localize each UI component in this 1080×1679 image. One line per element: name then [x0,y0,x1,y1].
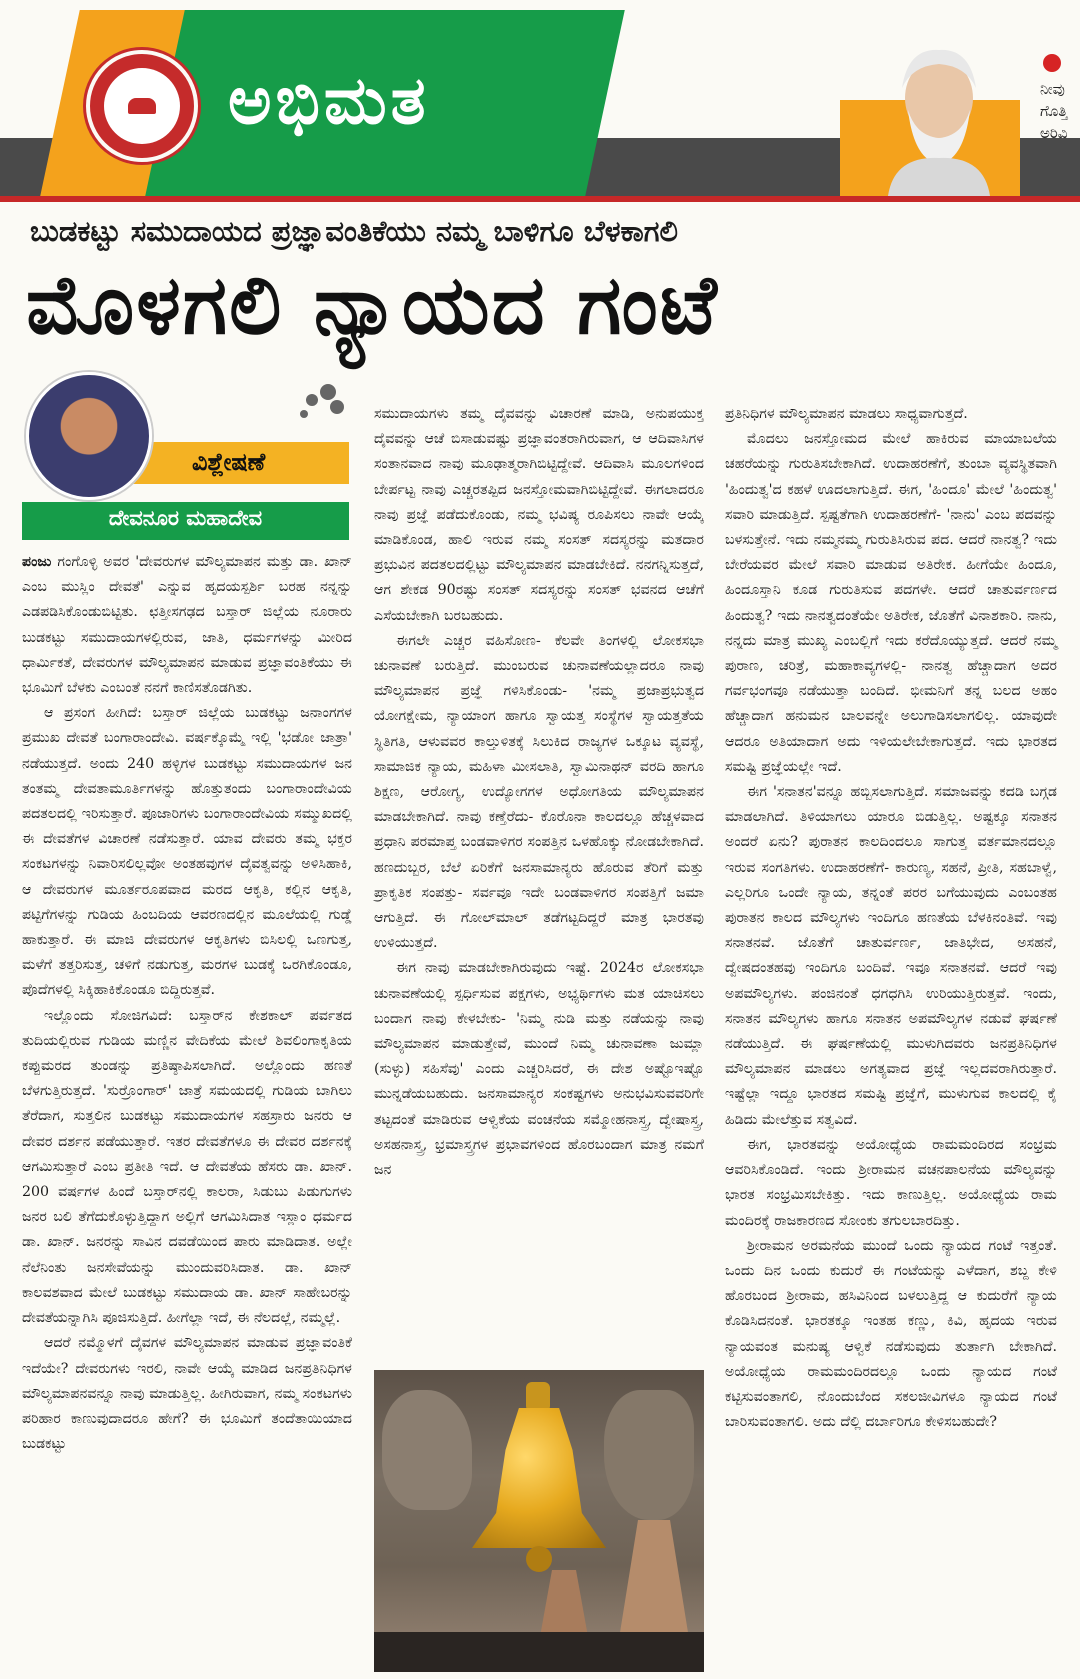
paragraph: ಸಮುದಾಯಗಳು ತಮ್ಮ ದೈವವನ್ನು ವಿಚಾರಣೆ ಮಾಡಿ, ಅನುಪಯುಕ್ತ ದೈವವನ್ನು ಆಚೆ ಬಿಸಾಡುವಷ್ಟು ಪ್ರಜ್ಞಾವಂತರಾಗಿರುವಾಗ, ಆ ಆದಿವಾಸಿಗಳ ಸಂತಾನವಾದ ನಾವು ಮೂಢಾತ್ಮರಾಗಿಬಿಟ್ಟಿದ್ದೇವೆ. ಆದಿವಾಸಿ ಮೂಲಗಳಿಂದ ಬೇರ್ಪಟ್ಟ ನಾವು ಎಚ್ಚರತಪ್ಪಿದ ಜನಸ್ತೋಮವಾಗಿಬಿಟ್ಟಿದ್ದೇವೆ. ಈಗಲಾದರೂ ನಾವು ಪ್ರಜ್ಞೆ ಪಡೆದುಕೊಂಡು, ನಮ್ಮ ಭವಿಷ್ಯ ರೂಪಿಸಲು ನಾವೇ ಆಯ್ಕೆ ಮಾಡಿಕೊಂಡ, ಹಾಲಿ ಇರುವ ನಮ್ಮ ಸಂಸತ್ ಸದಸ್ಯರನ್ನು ಮತದಾರ ಪ್ರಭುವಿನ ಪದತಲದಲ್ಲಿಟ್ಟು ಮೌಲ್ಯಮಾಪನ ಮಾಡಬೇಕಿದೆ. ನನಗನ್ನಿಸುತ್ತದೆ, ಆಗ ಶೇಕಡ 90ರಷ್ಟು ಸಂಸತ್ ಸದಸ್ಯರನ್ನು ಸಂಸತ್ ಭವನದ ಆಚೆಗೆ ಎಸೆಯಬೇಕಾಗಿ ಬರಬಹುದು. [374,406,704,624]
category-label: ವಿಶ್ಲೇಷಣೆ [192,448,266,476]
paragraph: ಶ್ರೀರಾಮನ ಅರಮನೆಯ ಮುಂದೆ ಒಂದು ನ್ಯಾಯದ ಗಂಟೆ ಇತ್ತಂತೆ. ಒಂದು ದಿನ ಒಂದು ಕುದುರೆ ಈ ಗಂಟೆಯನ್ನು ಎಳೆದಾಗ, ಶಬ್ದ ಕೇಳಿ ಹೊರಬಂದ ಶ್ರೀರಾಮ, ಹಸಿವಿನಿಂದ ಬಳಲುತ್ತಿದ್ದ ಆ ಕುದುರೆಗೆ ನ್ಯಾಯ ಕೊಡಿಸಿದನಂತೆ. ಭಾರತಕ್ಕೂ ಇಂತಹ ಕಣ್ಣು, ಕಿವಿ, ಹೃದಯ ಇರುವ ನ್ಯಾಯವಂತ ಮನುಷ್ಯ ಆಳ್ವಿಕೆ ನಡೆಸುವುದು ತುರ್ತಾಗಿ ಬೇಕಾಗಿದೆ. ಅಯೋಧ್ಯೆಯ ರಾಮಮಂದಿರದಲ್ಲೂ ಒಂದು ನ್ಯಾಯದ ಗಂಟೆ ಕಟ್ಟಿಸುವಂತಾಗಲಿ, ನೊಂದುಬೆಂದ ಸಕಲಜೀವಿಗಳೂ ನ್ಯಾಯದ ಗಂಟೆ ಬಾರಿಸುವಂತಾಗಲಿ. ಅದು ದೆಲ್ಲಿ ದರ್ಬಾರಿಗೂ ಕೇಳಿಸಬಹುದೇ? [725,1237,1057,1431]
paragraph [22,550,352,701]
byline-block [22,372,349,544]
section-banner [0,0,1080,200]
emblem-animal-icon [128,98,156,114]
paragraph: ಈಗ ನಾವು ಮಾಡಬೇಕಾಗಿರುವುದು ಇಷ್ಟೆ. 2024ರ ಲೋಕಸಭಾ ಚುನಾವಣೆಯಲ್ಲಿ ಸ್ಪರ್ಧಿಸುವ ಪಕ್ಷಗಳು, ಅಭ್ಯರ್ಥಿಗಳು ಮತ ಯಾಚಿಸಲು ಬಂದಾಗ ನಾವು ಕೇಳಬೇಕು- 'ನಿಮ್ಮ ನುಡಿ ಮತ್ತು ನಡೆಯನ್ನು ನಾವು ಮೌಲ್ಯಮಾಪನ ಮಾಡುತ್ತೇವೆ, ಮುಂದೆ ನಿಮ್ಮ ಚುನಾವಣಾ ಜುಮ್ಲಾ (ಸುಳ್ಳು) ಸಹಿಸೆವು' ಎಂದು ಎಚ್ಚರಿಸಿದರೆ, ಈ ದೇಶ ಅಷ್ಟೊಇಷ್ಟೊ ಮುನ್ನಡೆಯಬಹುದು. ಜನಸಾಮಾನ್ಯರ ಸಂಕಷ್ಟಗಳು ಅನುಭವಿಸುವವರಿಗೇ ತಟ್ಟದಂತೆ ಮಾಡಿರುವ ಆಳ್ವಿಕೆಯ ವಂಚನೆಯ ಸಮ್ಮೋಹನಾಸ್ತ್ರ, ದ್ವೇಷಾಸ್ತ್ರ, ಅಸಹನಾಸ್ತ್ರ, ಭ್ರಮಾಸ್ತ್ರಗಳ ಪ್ರಭಾವಗಳಿಂದ ಹೊರಬಂದಾಗ ಮಾತ್ರ ನಮಗೆ ಜನ [374,960,704,1179]
article-column-2 [374,402,704,1183]
article-headline: ಮೊಳಗಲಿ ನ್ಯಾಯದ ಗಂಟೆ [26,258,719,353]
section-title: ಅಭಿಮತ [228,62,430,139]
author-photo [26,372,152,500]
side-teaser-line: ಗೊತ್ತಿ [1040,102,1068,120]
paragraph: ಈಗಲೇ ಎಚ್ಚರ ವಹಿಸೋಣ- ಕೆಲವೇ ತಿಂಗಳಲ್ಲಿ ಲೋಕಸಭಾ ಚುನಾವಣೆ ಬರುತ್ತಿದೆ. ಮುಂಬರುವ ಚುನಾವಣೆಯಲ್ಲಾದರೂ ನಾವು ಮೌಲ್ಯಮಾಪನ ಪ್ರಜ್ಞೆ ಗಳಿಸಿಕೊಂಡು- 'ನಮ್ಮ ಪ್ರಜಾಪ್ರಭುತ್ವದ ಯೋಗಕ್ಷೇಮ, ನ್ಯಾಯಾಂಗ ಹಾಗೂ ಸ್ವಾಯತ್ತ ಸಂಸ್ಥೆಗಳ ಸ್ವಾಯತ್ತತೆಯ ಸ್ಥಿತಿಗತಿ, ಆಳುವವರ ಕಾಲ್ತುಳಿತಕ್ಕೆ ಸಿಲುಕಿದ ರಾಜ್ಯಗಳ ಒಕ್ಕೂಟ ವ್ಯವಸ್ಥೆ, ಸಾಮಾಜಿಕ ನ್ಯಾಯ, ಮಹಿಳಾ ಮೀಸಲಾತಿ, ಸ್ವಾಮಿನಾಥನ್ ವರದಿ ಹಾಗೂ ಶಿಕ್ಷಣ, ಆರೋಗ್ಯ, ಉದ್ಯೋಗಗಳ ಅಧೋಗತಿಯ ಮೌಲ್ಯಮಾಪನ ಮಾಡಬೇಕಾಗಿದೆ. ನಾವು ಕಣ್ತೆರೆದು- ಕೊರೊನಾ ಕಾಲದಲ್ಲೂ ಹೆಚ್ಚಳವಾದ ಪ್ರಧಾನಿ ಪರಮಾಪ್ತ ಬಂಡವಾಳಿಗರ ಸಂಪತ್ತಿನ ಒಳಹೊಕ್ಕು ನೋಡಬೇಕಾಗಿದೆ. ಹಣದುಬ್ಬರ, ಬೆಲೆ ಏರಿಕೆಗೆ ಜನಸಾಮಾನ್ಯರು ಹೊರುವ ತೆರಿಗೆ ಮತ್ತು ಪ್ರಾಕೃತಿಕ ಸಂಪತ್ತು- ಸರ್ವವೂ ಇದೇ ಬಂಡವಾಳಿಗರ ಸಂಪತ್ತಿಗೆ ಜಮಾ ಆಗುತ್ತಿದೆ. ಈ ಗೋಲ್‌ಮಾಲ್ ತಡೆಗಟ್ಟದಿದ್ದರೆ ಮಾತ್ರ ಭಾರತವು ಉಳಿಯುತ್ತದೆ. [374,632,704,952]
carved-stone [604,1390,694,1520]
paragraph: ಆ ಪ್ರಸಂಗ ಹೀಗಿದೆ: ಬಸ್ತಾರ್ ಜಿಲ್ಲೆಯ ಬುಡಕಟ್ಟು ಜನಾಂಗಗಳ ಪ್ರಮುಖ ದೇವತೆ ಬಂಗಾರಾಂದೇವಿ. ವರ್ಷಕ್ಕೊಮ್ಮೆ ಇಲ್ಲಿ 'ಭಡೋ ಜಾತ್ರಾ' ನಡೆಯುತ್ತದೆ. ಅಂದು 240 ಹಳ್ಳಿಗಳ ಬುಡಕಟ್ಟು ಸಮುದಾಯಗಳ ಜನ ತಂತಮ್ಮ ದೇವತಾಮೂರ್ತಿಗಳನ್ನು ಹೊತ್ತುತಂದು ಬಂಗಾರಾಂದೇವಿಯ ಪದತಲದಲ್ಲಿ ಇರಿಸುತ್ತಾರೆ. ಪೂಜಾರಿಗಳು ಬಂಗಾರಾಂದೇವಿಯ ಸಮ್ಮುಖದಲ್ಲಿ ಈ ದೇವತೆಗಳ ವಿಚಾರಣೆ ನಡೆಸುತ್ತಾರೆ. ಯಾವ ದೇವರು ತಮ್ಮ ಭಕ್ತರ ಸಂಕಟಗಳನ್ನು ನಿವಾರಿಸಲಿಲ್ಲವೋ ಅಂತಹವುಗಳ ದೈವತ್ವವನ್ನು ಅಳಿಸಿಹಾಕಿ, ಆ ದೇವರುಗಳ ಮೂರ್ತರೂಪವಾದ ಮರದ ಆಕೃತಿ, ಕಲ್ಲಿನ ಆಕೃತಿ, ಪಟ್ಟಿಗೆಗಳನ್ನು ಗುಡಿಯ ಹಿಂಬದಿಯ ಆವರಣದಲ್ಲಿನ ಮೂಲೆಯಲ್ಲಿ ಗುಡ್ಡೆ ಹಾಕುತ್ತಾರೆ. ಈ ಮಾಜಿ ದೇವರುಗಳ ಆಕೃತಿಗಳು ಬಿಸಿಲಲ್ಲಿ ಒಣಗುತ್ತ, ಮಳೆಗೆ ತತ್ತರಿಸುತ್ತ, ಚಳಿಗೆ ನಡುಗುತ್ತ, ಮರಗಳ ಬುಡಕ್ಕೆ ಒರಗಿಕೊಂಡೂ, ಪೊದೆಗಳಲ್ಲಿ ಸಿಕ್ಕಿಹಾಕಿಕೊಂಡೂ ಬಿದ್ದಿರುತ್ತವೆ. [22,705,352,999]
lead-word: ಪಂಜು [22,554,52,570]
emblem-logo [86,50,198,162]
paragraph-text: ಗಂಗೊಳ್ಳಿ ಅವರ 'ದೇವರುಗಳ ಮೌಲ್ಯಮಾಪನ ಮತ್ತು ಡಾ. ಖಾನ್ ಎಂಬ ಮುಸ್ಲಿಂ ದೇವತೆ' ಎನ್ನುವ ಹೃದಯಸ್ಪರ್ಶಿ ಬರಹ ನನ್ನನ್ನು ಎಡಪಡಿಸಿಕೊಂಡುಬಿಟ್ಟಿತು. ಛತ್ತೀಸಗಢದ ಬಸ್ತಾರ್ ಜಿಲ್ಲೆಯ ನೂರಾರು ಬುಡಕಟ್ಟು ಸಮುದಾಯಗಳಲ್ಲಿರುವ, ಜಾತಿ, ಧರ್ಮಗಳನ್ನು ಮೀರಿದ ಧಾರ್ಮಿಕತೆ, ದೇವರುಗಳ ಮೌಲ್ಯಮಾಪನ ಮಾಡುವ ಪ್ರಜ್ಞಾವಂತಿಕೆಯು ಈ ಭೂಮಿಗೆ ಬೆಳಕು ಎಂಬಂತೆ ನನಗೆ ಕಾಣಿಸತೊಡಗಿತು. [22,554,352,697]
bell-clapper [526,1546,552,1572]
author-name: ದೇವನೂರ ಮಹಾದೇವ [108,506,263,530]
paragraph: ಮೊದಲು ಜನಸ್ತೋಮದ ಮೇಲೆ ಹಾಕಿರುವ ಮಾಯಾಬಲೆಯ ಚಹರೆಯನ್ನು ಗುರುತಿಸಬೇಕಾಗಿದೆ. ಉದಾಹರಣೆಗೆ, ತುಂಬಾ ವ್ಯವಸ್ಥಿತವಾಗಿ 'ಹಿಂದುತ್ವ'ದ ಕಹಳೆ ಊದಲಾಗುತ್ತಿದೆ. ಈಗ, 'ಹಿಂದೂ' ಮೇಲೆ 'ಹಿಂದುತ್ವ' ಸವಾರಿ ಮಾಡುತ್ತಿದೆ. ಸ್ಪಷ್ಟತೆಗಾಗಿ ಉದಾಹರಣೆಗೆ- 'ನಾನು' ಎಂಬ ಪದವನ್ನು ಬಳಸುತ್ತೇನೆ. ಇದು ನಮ್ಮನಮ್ಮ ಗುರುತಿಸಿರುವ ಪದ. ಆದರೆ ನಾನತ್ವ? ಇದು ಬೇರೆಯವರ ಮೇಲೆ ಸವಾರಿ ಮಾಡುವ ಅತಿರೇಕ. ಹೀಗೆಯೇ ಹಿಂದೂ, ಹಿಂದೂಸ್ತಾನಿ ಕೂಡ ಗುರುತಿಸುವ ಪದಗಳೇ. ಆದರೆ ಚಾತುರ್ವರ್ಣದ ಹಿಂದುತ್ವ? ಇದು ನಾನತ್ವದಂತೆಯೇ ಅತಿರೇಕ, ಜೊತೆಗೆ ವಿನಾಶಕಾರಿ. ನಾನು, ನನ್ನದು ಮಾತ್ರ ಮುಖ್ಯ ಎಂಬಲ್ಲಿಗೆ ಇದು ಕರೆದೊಯ್ಯುತ್ತದೆ. ಆದರೆ ನಮ್ಮ ಪುರಾಣ, ಚರಿತ್ರೆ, ಮಹಾಕಾವ್ಯಗಳಲ್ಲಿ- ನಾನತ್ವ ಹೆಚ್ಚಾದಾಗ ಅದರ ಗರ್ವಭಂಗವೂ ನಡೆಯುತ್ತಾ ಬಂದಿದೆ. ಭೀಮನಿಗೆ ತನ್ನ ಬಲದ ಅಹಂ ಹೆಚ್ಚಾದಾಗ ಹನುಮನ ಬಾಲವನ್ನೇ ಅಲುಗಾಡಿಸಲಾಗಲಿಲ್ಲ. ಯಾವುದೇ ಆದರೂ ಅತಿಯಾದಾಗ ಅದು ಇಳಿಯಲೇಬೇಕಾಗುತ್ತದೆ. ಇದು ಭಾರತದ ಸಮಷ್ಟಿ ಪ್ರಜ್ಞೆಯಲ್ಲೇ ಇದೆ. [725,431,1057,775]
bell-photo [374,1370,704,1672]
paragraph: ಇಲ್ಲೊಂದು ಸೋಜಿಗವಿದೆ: ಬಸ್ತಾರ್‌ನ ಕೇಶಕಾಲ್ ಪರ್ವತದ ತುದಿಯಲ್ಲಿರುವ ಗುಡಿಯ ಮಣ್ಣಿನ ವೇದಿಕೆಯ ಮೇಲೆ ಶಿವಲಿಂಗಾಕೃತಿಯ ಕಪ್ಪುಮರದ ತುಂಡನ್ನು ಪ್ರತಿಷ್ಠಾಪಿಸಲಾಗಿದೆ. ಅಲ್ಲೊಂದು ಹಣತೆ ಬೆಳಗುತ್ತಿರುತ್ತದೆ. 'ಸುರ್ರೊಂಗಾರ್' ಜಾತ್ರೆ ಸಮಯದಲ್ಲಿ ಗುಡಿಯ ಬಾಗಿಲು ತೆರೆದಾಗ, ಸುತ್ತಲಿನ ಬುಡಕಟ್ಟು ಸಮುದಾಯಗಳ ಸಹಸ್ರಾರು ಜನರು ಆ ದೇವರ ದರ್ಶನ ಪಡೆಯುತ್ತಾರೆ. ಇತರ ದೇವತೆಗಳೂ ಈ ದೇವರ ದರ್ಶನಕ್ಕೆ ಆಗಮಿಸುತ್ತಾರೆ ಎಂಬ ಪ್ರತೀತಿ ಇದೆ. ಆ ದೇವತೆಯ ಹೆಸರು ಡಾ. ಖಾನ್. 200 ವರ್ಷಗಳ ಹಿಂದೆ ಬಸ್ತಾರ್‌ನಲ್ಲಿ ಕಾಲರಾ, ಸಿಡುಬು ಪಿಡುಗುಗಳು ಜನರ ಬಲಿ ತೆಗೆದುಕೊಳ್ಳುತ್ತಿದ್ದಾಗ ಅಲ್ಲಿಗೆ ಆಗಮಿಸಿದಾತ ಇಸ್ಲಾಂ ಧರ್ಮದ ಡಾ. ಖಾನ್. ಜನರನ್ನು ಸಾವಿನ ದವಡೆಯಿಂದ ಪಾರು ಮಾಡಿದಾತ. ಅಲ್ಲೇ ನೆಲೆನಿಂತು ಜನಸೇವೆಯನ್ನು ಮುಂದುವರಿಸಿದಾತ. ಡಾ. ಖಾನ್ ಕಾಲವಶವಾದ ಮೇಲೆ ಬುಡಕಟ್ಟು ಸಮುದಾಯ ಡಾ. ಖಾನ್ ಸಾಹೇಬರನ್ನು ದೇವತೆಯನ್ನಾಗಿಸಿ ಪೂಜಿಸುತ್ತಿದೆ. ಹೀಗೆಲ್ಲಾ ಇದೆ, ಈ ನೆಲದಲ್ಲೆ, ನಮ್ಮಲ್ಲೆ. [22,1007,352,1327]
bell-icon [472,1408,606,1548]
article-column-1 [22,550,352,1457]
decorative-dots-icon [300,382,348,418]
emblem-logo-inner [104,68,180,144]
article-kicker: ಬುಡಕಟ್ಟು ಸಮುದಾಯದ ಪ್ರಜ್ಞಾವಂತಿಕೆಯು ನಮ್ಮ ಬಾಳಿಗೂ ಬೆಳಕಾಗಲಿ [30,214,678,248]
article-column-3 [725,402,1057,1435]
crowd-silhouette [374,1632,704,1672]
portrait-icon [878,40,1000,196]
carved-stone [382,1390,472,1510]
paragraph: ಈಗ, ಭಾರತವನ್ನು ಅಯೋಧ್ಯೆಯ ರಾಮಮಂದಿರದ ಸಂಭ್ರಮ ಆವರಿಸಿಕೊಂಡಿದೆ. ಇಂದು ಶ್ರೀರಾಮನ ವಚನಪಾಲನೆಯ ಮೌಲ್ಯವನ್ನು ಭಾರತ ಸಂಭ್ರಮಿಸಬೇಕಿತ್ತು. ಇದು ಕಾಣುತ್ತಿಲ್ಲ. ಅಯೋಧ್ಯೆಯ ರಾಮ ಮಂದಿರಕ್ಕೆ ರಾಜಕಾರಣದ ಸೋಂಕು ತಗುಲಬಾರದಿತ್ತು. [725,1136,1057,1229]
paragraph: ಈಗ 'ಸನಾತನ'ವನ್ನೂ ಹಬ್ಬಿಸಲಾಗುತ್ತಿದೆ. ಸಮಾಜವನ್ನು ಕದಡಿ ಬಗ್ಗಡ ಮಾಡಲಾಗಿದೆ. ತಿಳಿಯಾಗಲು ಯಾರೂ ಬಿಡುತ್ತಿಲ್ಲ. ಅಷ್ಟಕ್ಕೂ ಸನಾತನ ಅಂದರೆ ಏನು? ಪುರಾತನ ಕಾಲದಿಂದಲೂ ಸಾಗುತ್ತ ವರ್ತಮಾನದಲ್ಲೂ ಇರುವ ಸಂಗತಿಗಳು. ಉದಾಹರಣೆಗೆ- ಕಾರುಣ್ಯ, ಸಹನೆ, ಪ್ರೀತಿ, ಸಹಬಾಳ್ವೆ, ಎಲ್ಲರಿಗೂ ಒಂದೇ ನ್ಯಾಯ, ತನ್ನಂತೆ ಪರರ ಬಗೆಯುವುದು ಎಂಬಂತಹ ಪುರಾತನ ಕಾಲದ ಮೌಲ್ಯಗಳು ಇಂದಿಗೂ ಹಣತೆಯ ಬೆಳಕಿನಂತಿವೆ. ಇವು ಸನಾತನವೆ. ಜೊತೆಗೆ ಚಾತುರ್ವರ್ಣ, ಜಾತಿಭೇದ, ಅಸಹನೆ, ದ್ವೇಷದಂತಹವು ಇಂದಿಗೂ ಬಂದಿವೆ. ಇವೂ ಸನಾತನವೆ. ಆದರೆ ಇವು ಅಪಮೌಲ್ಯಗಳು. ಪಂಜಿನಂತೆ ಧಗಧಗಿಸಿ ಉರಿಯುತ್ತಿರುತ್ತವೆ. ಇಂದು, ಸನಾತನ ಮೌಲ್ಯಗಳು ಹಾಗೂ ಸನಾತನ ಅಪಮೌಲ್ಯಗಳ ನಡುವೆ ಘರ್ಷಣೆ ನಡೆಯುತ್ತಿದೆ. ಈ ಘರ್ಷಣೆಯಲ್ಲಿ ಮುಳುಗಿದವರು ಜನಪ್ರತಿನಿಧಿಗಳ ಮೌಲ್ಯಮಾಪನ ಮಾಡಲು ಅಗತ್ಯವಾದ ಪ್ರಜ್ಞೆ ಇಲ್ಲದವರಾಗಿರುತ್ತಾರೆ. ಇಷ್ಟೆಲ್ಲಾ ಇದ್ದೂ ಭಾರತದ ಸಮಷ್ಟಿ ಪ್ರಜ್ಞೆಗೆ, ಮುಳುಗುವ ಕಾಲದಲ್ಲಿ ಕೈ ಹಿಡಿದು ಮೇಲೆತ್ತುವ ಸತ್ವವಿದೆ. [725,784,1057,1128]
side-teaser-line: ನೀವು [1040,80,1065,98]
paragraph: ಪ್ರತಿನಿಧಿಗಳ ಮೌಲ್ಯಮಾಪನ ಮಾಡಲು ಸಾಧ್ಯವಾಗುತ್ತದೆ. [725,406,968,422]
bell-crown [526,1382,550,1412]
paragraph: ಆದರೆ ನಮ್ಮೊಳಗೆ ದೈವಗಳ ಮೌಲ್ಯಮಾಪನ ಮಾಡುವ ಪ್ರಜ್ಞಾವಂತಿಕೆ ಇದೆಯೇ? ದೇವರುಗಳು ಇರಲಿ, ನಾವೇ ಆಯ್ಕೆ ಮಾಡಿದ ಜನಪ್ರತಿನಿಧಿಗಳ ಮೌಲ್ಯಮಾಪನವನ್ನೂ ನಾವು ಮಾಡುತ್ತಿಲ್ಲ. ಹೀಗಿರುವಾಗ, ನಮ್ಮ ಸಂಕಟಗಳು ಪರಿಹಾರ ಕಾಣುವುದಾದರೂ ಹೇಗೆ? ಈ ಭೂಮಿಗೆ ತಂದೆತಾಯಿಯಾದ ಬುಡಕಟ್ಟು [22,1335,352,1453]
banner-red-rule [0,196,1080,202]
side-teaser-line: ಅರಿವಿ [1040,124,1068,142]
side-teaser-text [1040,56,1068,144]
